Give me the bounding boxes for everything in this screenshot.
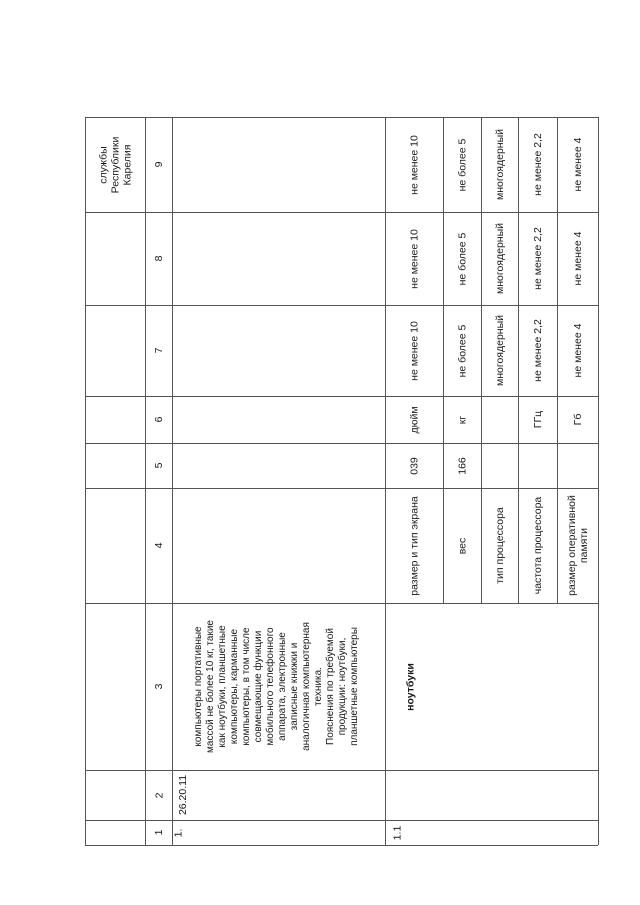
property-unit-line: ГГц xyxy=(531,410,544,429)
property-value-col8-line: не менее 4 xyxy=(571,231,584,286)
header-text-col9 xyxy=(85,117,145,212)
property-value-col8-line: многоядерный xyxy=(493,223,506,294)
header-cell-c9-line: 9 xyxy=(152,161,165,168)
property-name xyxy=(481,488,518,603)
row1-description-line: аналогичная компьютерная xyxy=(300,622,312,751)
row1-description-line: техника. xyxy=(312,667,324,706)
property-name xyxy=(518,488,557,603)
property-value-col8 xyxy=(557,212,598,305)
property-value-col9 xyxy=(443,117,481,212)
row2-name-line: ноутбуки xyxy=(404,662,416,711)
header-text-col9-line: Республики xyxy=(109,136,121,193)
property-name-line: размер и тип экрана xyxy=(408,495,420,596)
header-cell-c5 xyxy=(145,443,172,488)
header-cell-c1 xyxy=(145,820,172,845)
row1-description-line: планшетные компьютеры xyxy=(348,627,360,746)
property-value-col7 xyxy=(385,305,443,396)
header-cell-c7 xyxy=(145,305,172,396)
property-value-col8 xyxy=(385,212,443,305)
property-value-col7 xyxy=(557,305,598,396)
header-cell-c3 xyxy=(145,603,172,770)
property-value-col7-line: не менее 2,2 xyxy=(531,319,544,382)
property-value-col8 xyxy=(481,212,518,305)
property-code xyxy=(443,443,481,488)
property-value-col9 xyxy=(385,117,443,212)
property-value-col9 xyxy=(557,117,598,212)
row2-name xyxy=(385,603,435,770)
row1-description-line: совмещающие функции xyxy=(252,630,264,743)
header-cell-c2 xyxy=(145,770,172,820)
row-separator xyxy=(598,117,599,845)
row1-description-line: продукции: ноутбуки, xyxy=(336,637,348,736)
row1-okpd-code-line: 26.20.11 xyxy=(177,774,189,816)
column-separator xyxy=(85,845,598,846)
header-cell-c6-line: 6 xyxy=(152,416,165,423)
row1-description-line: аппарата, электронные xyxy=(276,632,288,741)
property-name xyxy=(443,488,481,603)
property-value-col9 xyxy=(518,117,557,212)
row2-number-line: 1.1 xyxy=(391,825,403,840)
property-value-col7-line: не более 5 xyxy=(456,324,468,377)
property-value-col8-line: не менее 2,2 xyxy=(531,227,544,290)
header-cell-c8 xyxy=(145,212,172,305)
property-unit-line: дюйм xyxy=(408,405,420,434)
row1-description-line: компьютеры портативные xyxy=(192,626,204,747)
header-cell-c2-line: 2 xyxy=(152,792,165,798)
row1-description-line: компьютеры, карманные xyxy=(228,628,240,745)
property-code-line: 166 xyxy=(456,456,468,475)
header-cell-c3-line: 3 xyxy=(152,683,165,690)
property-value-col8 xyxy=(443,212,481,305)
property-code xyxy=(385,443,443,488)
property-value-col7 xyxy=(518,305,557,396)
header-cell-c5-line: 5 xyxy=(152,462,165,469)
property-value-col8-line: не более 5 xyxy=(456,232,468,285)
header-cell-c9 xyxy=(145,117,172,212)
row1-okpd-code xyxy=(172,770,194,820)
property-unit-line: кг xyxy=(456,415,468,424)
property-name-line: вес xyxy=(456,537,468,554)
property-value-col9 xyxy=(481,117,518,212)
property-name-line: размер оперативной xyxy=(565,495,578,596)
property-value-col9-line: не менее 4 xyxy=(571,137,584,192)
header-cell-c4-line: 4 xyxy=(152,542,165,549)
row2-number xyxy=(385,820,409,845)
row1-description-line: мобильного телефонного xyxy=(264,627,276,746)
header-text-col9-line: службы xyxy=(97,145,109,184)
property-value-col9-line: многоядерный xyxy=(493,129,506,200)
property-value-col7-line: не менее 4 xyxy=(571,323,584,378)
property-unit-line: Гб xyxy=(571,413,584,426)
header-cell-c7-line: 7 xyxy=(152,347,165,354)
row-separator xyxy=(85,117,86,845)
header-cell-c8-line: 8 xyxy=(152,255,165,262)
property-value-col8 xyxy=(518,212,557,305)
property-value-col7-line: многоядерный xyxy=(493,315,506,386)
header-cell-c4 xyxy=(145,488,172,603)
row1-description-line: массой не более 10 кг, такие xyxy=(204,620,216,753)
property-value-col7 xyxy=(481,305,518,396)
property-value-col9-line: не менее 10 xyxy=(408,134,420,195)
row1-description-line: Пояснения по требуемой xyxy=(324,628,336,745)
property-unit xyxy=(518,396,557,443)
row1-description xyxy=(172,603,381,770)
property-unit xyxy=(557,396,598,443)
row1-description-line: как ноутбуки, планшетные xyxy=(216,625,228,748)
header-cell-c1-line: 1 xyxy=(152,829,165,836)
property-name-line: частота процессора xyxy=(531,496,544,595)
property-value-col9-line: не менее 2,2 xyxy=(531,133,544,196)
header-text-col9-line: Карелия xyxy=(121,144,133,185)
property-name-line: тип процессора xyxy=(493,507,506,584)
row1-number-line: 1. xyxy=(172,828,184,837)
property-unit xyxy=(443,396,481,443)
row1-number xyxy=(172,820,194,845)
property-value-col7-line: не менее 10 xyxy=(408,320,420,381)
property-value-col9-line: не более 5 xyxy=(456,138,468,191)
property-name-line: памяти xyxy=(577,527,590,564)
property-value-col8-line: не менее 10 xyxy=(408,228,420,289)
row1-description-line: компьютеры, в том числе xyxy=(240,627,252,746)
property-value-col7 xyxy=(443,305,481,396)
row1-description-line: записные книжки и xyxy=(288,642,300,731)
property-name xyxy=(385,488,443,603)
property-unit xyxy=(385,396,443,443)
header-cell-c6 xyxy=(145,396,172,443)
property-code-line: 039 xyxy=(408,456,420,475)
property-name xyxy=(557,488,598,603)
